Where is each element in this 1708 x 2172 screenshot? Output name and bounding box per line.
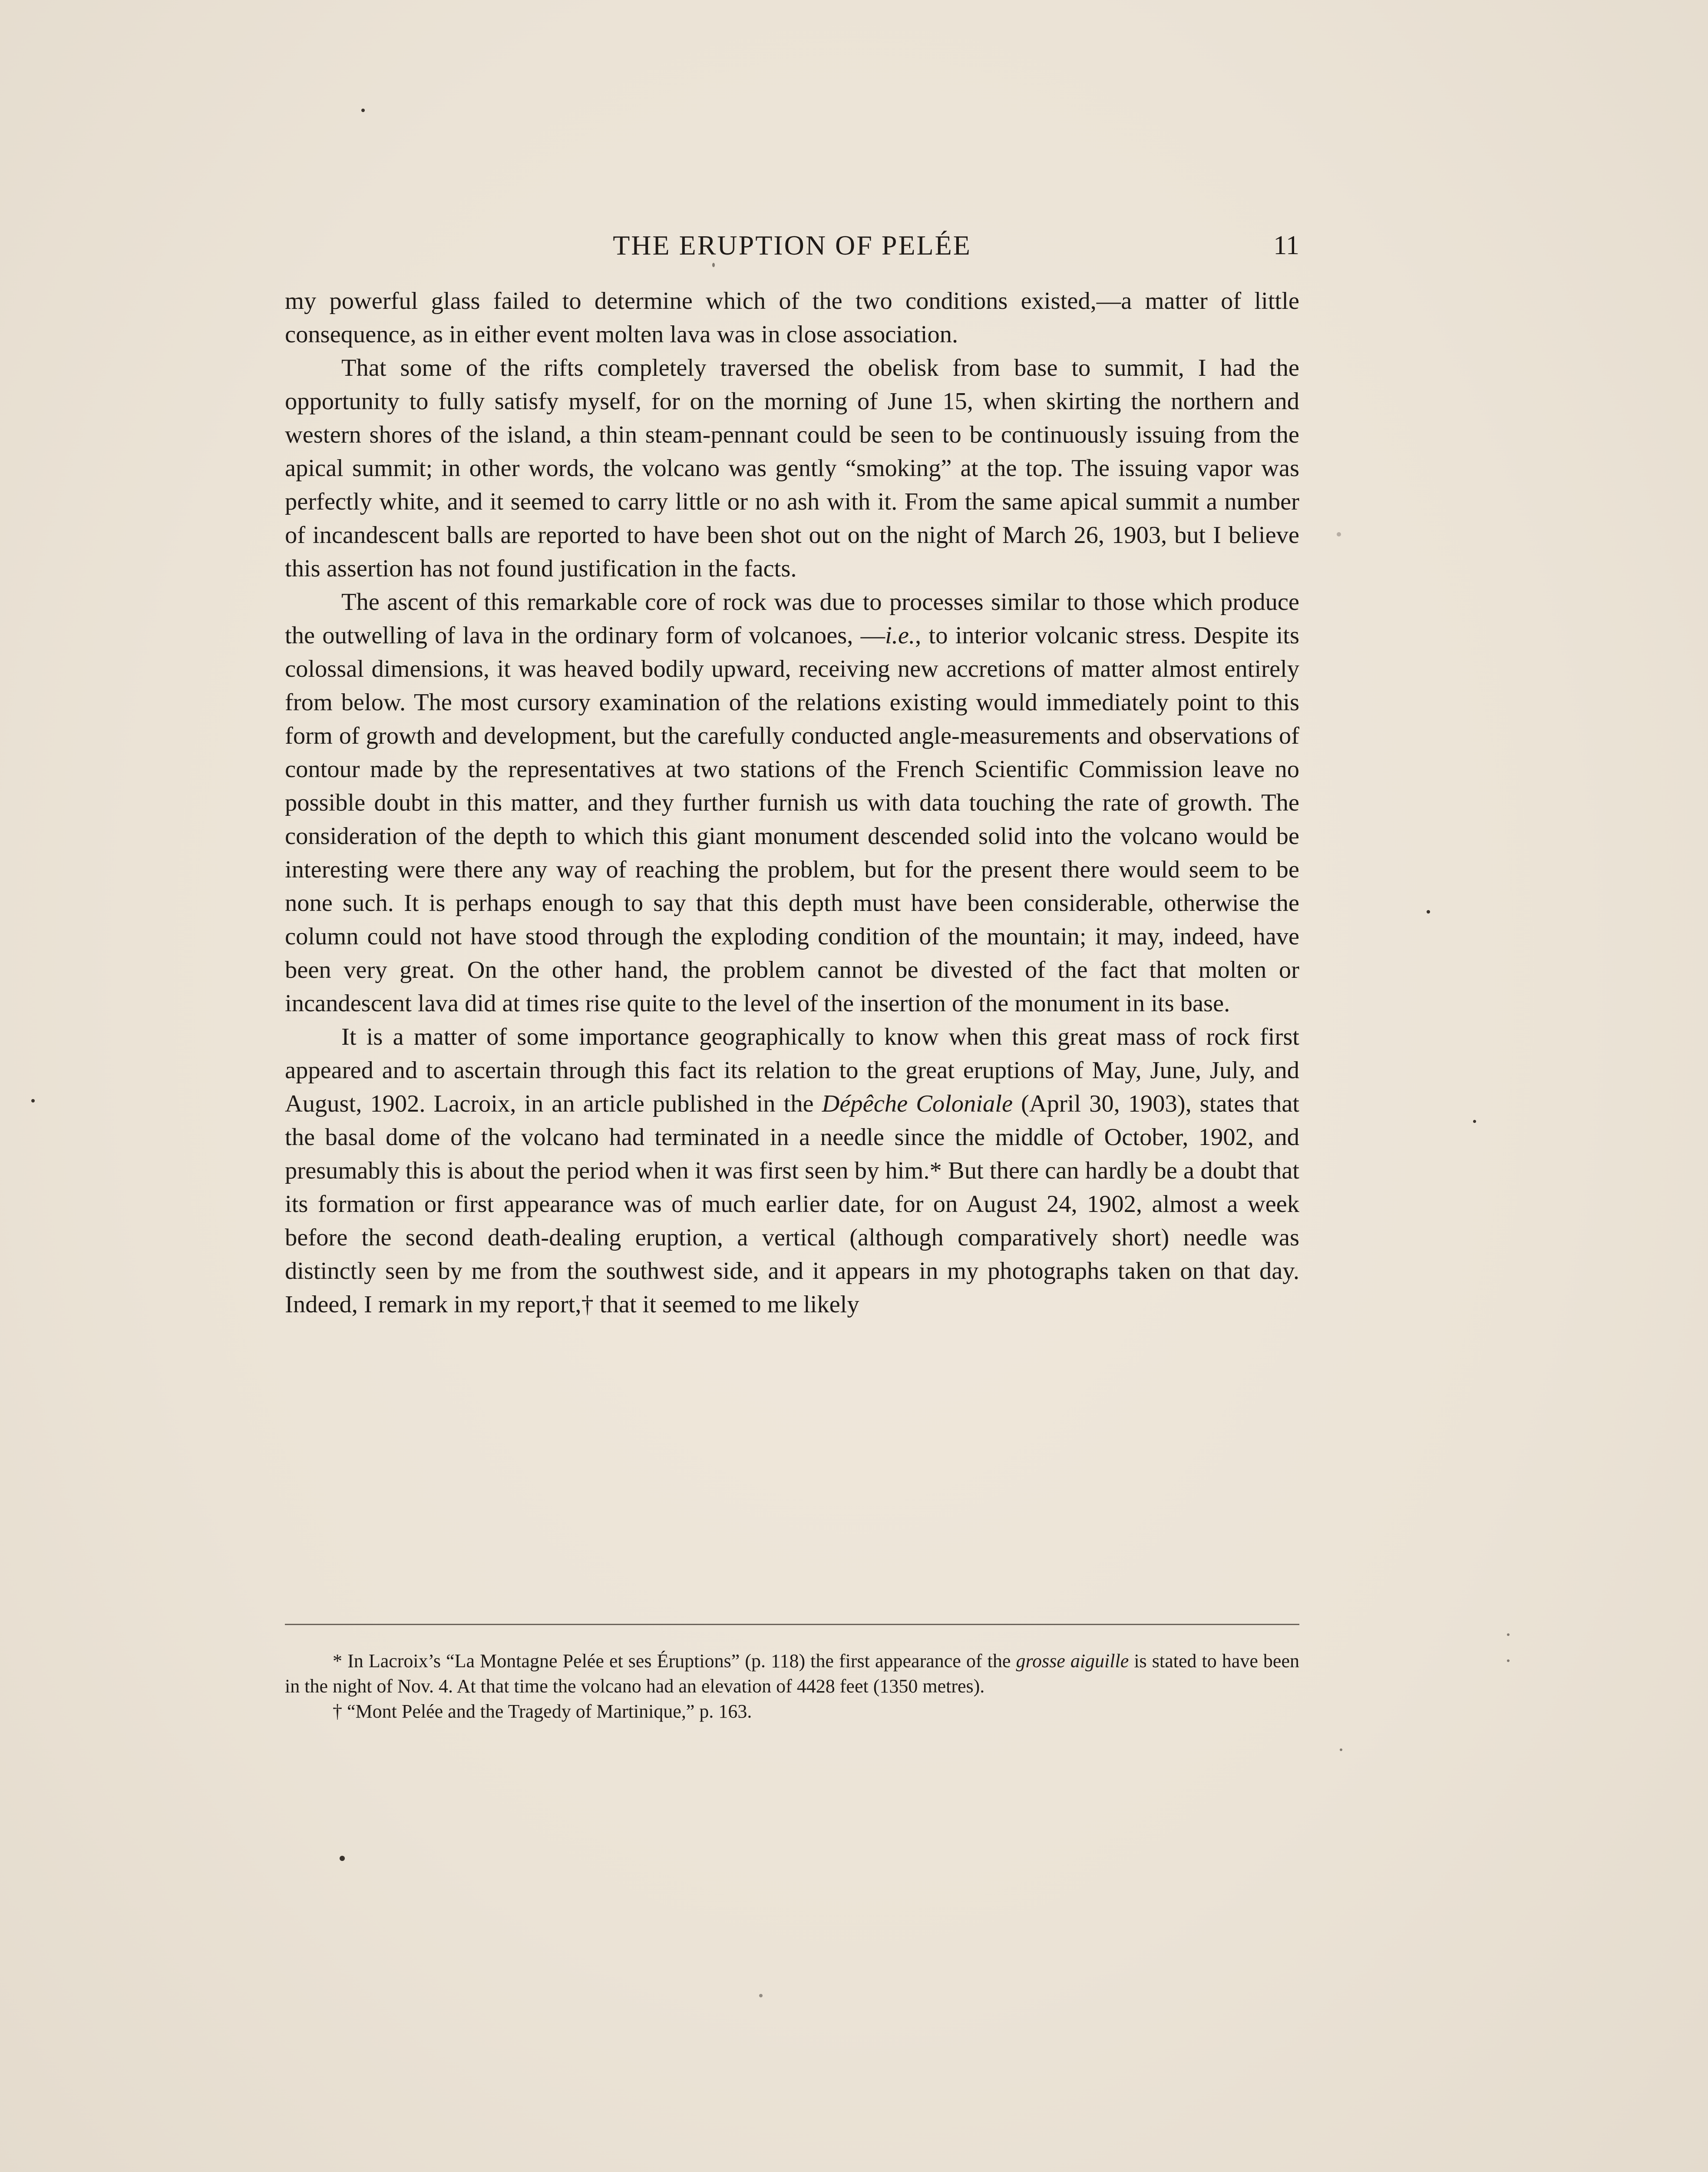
paragraph-2: That some of the rifts completely traversed the obelisk from base to summit, I had the opportunity to fully satisfy myself, for on the morning of June 15, when skirting the northern and western shores of the island, a thin steam-pennant could be seen to be continuously issuing from the apical summit; in other words, the volcano was gently “smoking” at the top. The issuing vapor was perfectly white, and it seemed to carry little or no ash with it. From the same apical summit a number of incandescent balls are reported to have been shot out on the night of March 26, 1903, but I believe this assertion has not found justification in the facts. [285, 354, 1299, 582]
running-head [285, 226, 1299, 265]
footnote-divider [285, 1624, 1299, 1625]
scan-speck [1340, 1748, 1342, 1751]
footnote-1-part-a: * In Lacroix’s “La Montagne Pelée et ses Éruptions” (p. 118) the first appearance of the [333, 1650, 1016, 1672]
scan-speck [1473, 1120, 1476, 1123]
paragraph-3-part-b: , to interior volcanic stress. Despite its colossal dimensions, it was heaved bodily upward, receiving new accretions of matter almost entirely from below. The most cursory examination of the relations existing would immediately point to this form of growth and development, but the carefully conducted angle-measurements and observations of contour made by the representatives at two stations of the French Scientific Commission leave no possible doubt in this matter, and they further furnish us with data touching the rate of growth. The consideration of the depth to which this giant monument descended solid into the volcano would be interesting were there any way of reaching the problem, but for the present there would seem to be none such. It is perhaps enough to say that this depth must have been considerable, otherwise the column could not have stood through the exploding condition of the mountain; it may, indeed, have been very great. On the other hand, the problem cannot be divested of the fact that molten or incandescent lava did at times rise quite to the level of the insertion of the monument in its base. [285, 622, 1299, 1017]
body-text [285, 285, 1299, 1321]
scan-speck [1507, 1633, 1510, 1636]
scan-speck [1337, 532, 1341, 536]
footnote-1 [285, 1649, 1299, 1699]
scan-speck [1507, 1659, 1510, 1662]
scan-speck [361, 109, 365, 112]
paragraph-1: my powerful glass failed to determine which of the two conditions existed,—a matter of little consequence, as in either event molten lava was in close association. [285, 288, 1299, 348]
paragraph-3 [285, 586, 1299, 1020]
scan-speck [31, 1099, 35, 1103]
paragraph-4 [285, 1020, 1299, 1321]
paragraph-4-part-a: It is a matter of some importance geographically to know when this great mass of rock first appeared and to ascertain through this fact its relation to the great eruptions of May, June, July, and August, 1902. Lacroix, in an article published in the [285, 1023, 1299, 1117]
page-number: 11 [1273, 231, 1299, 260]
scan-speck [1427, 910, 1430, 914]
scan-speck [712, 263, 715, 267]
journal-title: Dépêche Coloniale [822, 1090, 1013, 1117]
paragraph-3-ie: i.e. [885, 622, 915, 649]
footnote-1-term: grosse aiguille [1016, 1650, 1129, 1672]
footnote-2: † “Mont Pelée and the Tragedy of Martinique,” p. 163. [333, 1701, 752, 1722]
scan-speck [759, 1994, 763, 1997]
paragraph-4-part-b: (April 30, 1903), states that the basal dome of the volcano had terminated in a needle since the middle of October, 1902, and presumably this is about the period when it was first seen by him.* But there can hardly be a doubt that its formation or first appearance was of much earlier date, for on August 24, 1902, almost a week before the second death-dealing eruption, a vertical (although comparatively short) needle was distinctly seen by me from the southwest side, and it appears in my photographs taken on that day. Indeed, I remark in my report,† that it seemed to me likely [285, 1090, 1300, 1318]
footnotes [285, 1649, 1299, 1724]
paragraph-3-part-a: The ascent of this remarkable core of rock was due to processes similar to those which produce the outwelling of lava in the ordinary form of volcanoes, — [285, 589, 1299, 649]
footnote-1-part-b: is stated to have been in the night of Nov. 4. At that time the volcano had an elevation of 4428 feet (1350 metres). [285, 1650, 1299, 1697]
running-title: THE ERUPTION OF PELÉE [613, 230, 971, 261]
scan-speck [340, 1856, 345, 1861]
